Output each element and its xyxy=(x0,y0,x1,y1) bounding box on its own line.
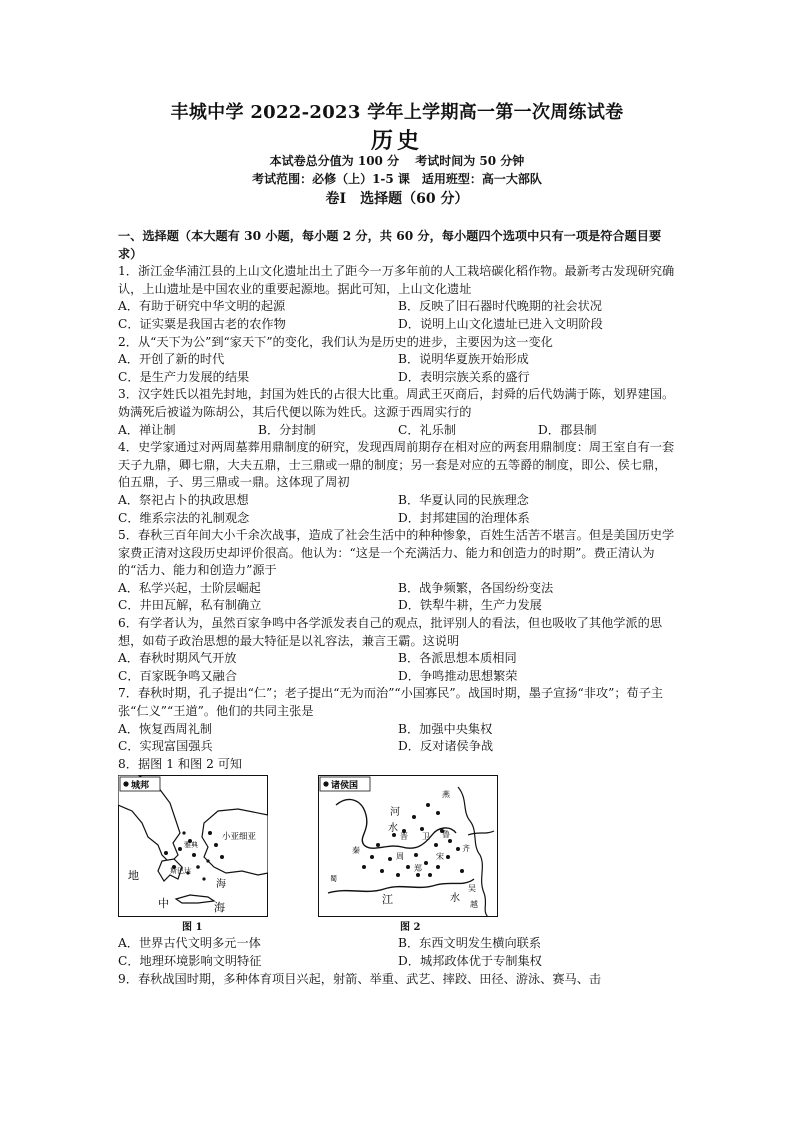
city-state-map xyxy=(118,775,268,917)
question-stem: 6．有学者认为，虽然百家争鸣中各学派发表自己的观点，批评别人的看法，但也吸收了其他学派的思想，如荀子政治思想的最大特征是以礼容法，兼言王霸。这说明 xyxy=(118,616,663,648)
option-list xyxy=(118,935,678,970)
section-heading: 一、选择题（本大题有 30 小题，每小题 2 分，共 60 分，每小题四个选项中只有一项是符合题目要求） xyxy=(118,229,662,261)
option: D．郡县制 xyxy=(538,422,597,437)
exam-meta-score: 本试卷总分值为 100 分 考试时间为 50 分钟 xyxy=(269,154,525,168)
map2-label: 水 xyxy=(388,823,398,835)
map2-label: 河 xyxy=(390,807,400,819)
option-list xyxy=(118,422,678,440)
option: B．战争频繁，各国纷纷变法 xyxy=(398,580,554,595)
figure-caption: 图 2 xyxy=(400,922,421,934)
map2-label: 江 xyxy=(382,893,393,907)
question-stem: 7．春秋时期，孔子提出“仁”；老子提出“无为而治”“小国寡民”。战国时期，墨子宣扬“非攻”；荀子主张“仁义”“王道”。他们的共同主张是 xyxy=(118,686,664,719)
option: A．祭祀占卜的执政思想 xyxy=(118,492,249,507)
question-stem: 9．春秋战国时期，多种体育项目兴起，射箭、举重、武艺、摔跤、田径、游泳、赛马、击 xyxy=(118,971,602,986)
question-stem: 5．春秋三百年间大小千余次战事，造成了社会生活中的种种惨象，百姓生活苦不堪言。但是美国历史学家费正清对这段历史却评价很高。他认为：“这是一个充满活力、能力和创造力的时期”。费正清认为的“活力、能力和创造力”源于 xyxy=(118,528,675,578)
question-stem: 1．浙江金华浦江县的上山文化遗址出土了距今一万多年前的人工栽培碳化稻作物。最新考古发现研究确认，上山遗址是中国农业的重要起源地。据此可知，上山文化遗址 xyxy=(118,264,675,296)
question-body xyxy=(118,228,678,988)
option: B．分封制 xyxy=(258,422,316,437)
map2-label: 吴 xyxy=(468,884,476,894)
option: C．证实粟是我国古老的农作物 xyxy=(118,316,286,331)
option-list xyxy=(118,351,678,386)
option-list xyxy=(118,298,678,333)
option: B．加强中央集权 xyxy=(398,721,493,736)
option: A．私学兴起，士阶层崛起 xyxy=(118,580,261,595)
map1-label: 雅典 xyxy=(184,841,198,850)
option: C．维系宗法的礼制观念 xyxy=(118,510,250,525)
map2-legend: 诸侯国 xyxy=(331,781,359,792)
exam-title: 丰城中学 2022-2023 学年上学期高一第一次周练试卷 xyxy=(170,102,624,123)
option: C．地理环境影响文明特征 xyxy=(118,954,262,968)
figure-caption: 图 1 xyxy=(182,922,203,934)
option: B．说明华夏族开始形成 xyxy=(398,352,529,367)
option: C．实现富国强兵 xyxy=(118,739,213,754)
question-stem: 3．汉字姓氏以祖先封地，封国为姓氏的占很大比重。周武王灭商后，封舜的后代妫满于陈，划界建国。妫满死后被谥为陈胡公，其后代便以陈为姓氏。这源于西周实行的 xyxy=(118,387,675,419)
option: B．反映了旧石器时代晚期的社会状况 xyxy=(398,299,602,314)
map1-label: 海 xyxy=(214,901,225,915)
map2-label: 郑 xyxy=(414,864,422,874)
option: D．反对诸侯争战 xyxy=(398,739,494,754)
map2-label: 燕 xyxy=(442,790,450,800)
option: D．说明上山文化遗址已进入文明阶段 xyxy=(398,316,603,331)
map2-label: 齐 xyxy=(462,844,470,854)
map1-label: 中 xyxy=(158,897,169,911)
option: C．礼乐制 xyxy=(398,422,457,437)
vassal-states-map xyxy=(318,775,498,917)
option: B．华夏认同的民族理念 xyxy=(398,492,529,507)
map-figure-1 xyxy=(118,775,268,934)
map1-label: 海 xyxy=(216,879,226,891)
map-figures xyxy=(118,775,678,935)
option-list xyxy=(118,492,678,527)
map2-label: 越 xyxy=(470,900,478,910)
option: A．春秋时期风气开放 xyxy=(118,651,237,666)
option: D．表明宗族关系的盛行 xyxy=(398,369,530,384)
question-stem: 2．从“天下为公”到“家天下”的变化，我们认为是历史的进步，主要因为这一变化 xyxy=(118,334,553,349)
option: A．恢复西周礼制 xyxy=(118,721,213,736)
map2-label: 蜀 xyxy=(330,875,337,884)
map2-label: 晋 xyxy=(400,832,408,842)
option-list xyxy=(118,580,678,615)
option: C．是生产力发展的结果 xyxy=(118,369,250,384)
option: D．争鸣推动思想繁荣 xyxy=(398,668,518,683)
map2-label: 秦 xyxy=(352,846,360,856)
option: A．禅让制 xyxy=(118,422,176,437)
question-stem: 8．据图 1 和图 2 可知 xyxy=(118,756,243,771)
subject-title: 历史 xyxy=(370,128,423,154)
option: A．有助于研究中华文明的起源 xyxy=(118,299,286,314)
map1-legend: 城邦 xyxy=(131,781,150,792)
map1-label: 地 xyxy=(128,869,139,883)
map2-label: 宋 xyxy=(436,852,444,862)
map-figure-2 xyxy=(318,775,498,934)
option: D．铁犁牛耕，生产力发展 xyxy=(398,598,542,613)
option-list xyxy=(118,721,678,756)
option: B．东西文明发生横向联系 xyxy=(398,936,542,951)
option-list xyxy=(118,650,678,685)
option: B．各派思想本质相同 xyxy=(398,651,517,666)
map1-label: 斯巴达 xyxy=(170,867,191,876)
map1-label: 小亚细亚 xyxy=(222,832,257,843)
option: A．开创了新的时代 xyxy=(118,352,225,367)
option: D．封邦建国的治理体系 xyxy=(398,510,530,525)
option: C．百家既争鸣又融合 xyxy=(118,668,238,683)
question-stem: 4．史学家通过对两周墓葬用鼎制度的研究，发现西周前期存在相对应的两套用鼎制度：周王室自有一套天子九鼎，卿七鼎，大夫五鼎，士三鼎或一鼎的制度；另一套是对应的五等爵的制度，即公、侯七鼎，伯五鼎，子、男三鼎或一鼎。这体现了周初 xyxy=(118,440,675,490)
map2-label: 水 xyxy=(450,893,460,905)
map2-label: 鲁 xyxy=(442,830,450,840)
option: D．城邦政体优于专制集权 xyxy=(398,954,542,968)
exam-meta-scope: 考试范围：必修（上）1-5 课 适用班型：高一大部队 xyxy=(252,172,542,186)
option: A．世界古代文明多元一体 xyxy=(118,936,261,951)
part-title: 卷Ⅰ 选择题（60 分） xyxy=(325,191,469,207)
option: C．井田瓦解，私有制确立 xyxy=(118,598,262,613)
map2-label: 卫 xyxy=(422,832,430,842)
map2-label: 周 xyxy=(396,852,404,862)
